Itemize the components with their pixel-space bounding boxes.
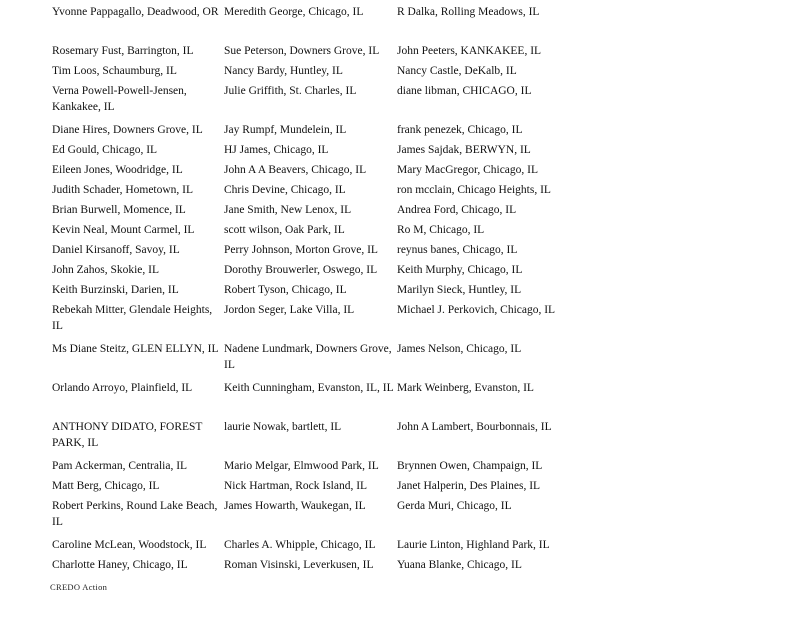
table-row — [50, 182, 570, 202]
table-row — [50, 282, 570, 302]
table-row — [50, 222, 570, 242]
signer-cell: Ms Diane Steitz, GLEN ELLYN, IL — [52, 343, 219, 355]
signer-cell: John A A Beavers, Chicago, IL — [224, 164, 367, 176]
signer-cell: Kevin Neal, Mount Carmel, IL — [52, 224, 195, 236]
signer-cell: Robert Perkins, Round Lake Beach, IL — [52, 500, 218, 528]
signer-cell: Chris Devine, Chicago, IL — [224, 184, 346, 196]
signer-cell: Tim Loos, Schaumburg, IL — [52, 65, 177, 77]
signer-cell: John Zahos, Skokie, IL — [52, 264, 160, 276]
table-row — [50, 458, 570, 478]
signer-cell: Janet Halperin, Des Plaines, IL — [397, 480, 541, 492]
signer-cell: Orlando Arroyo, Plainfield, IL — [52, 382, 193, 394]
footer-label: CREDO Action — [50, 582, 108, 592]
table-row — [50, 557, 570, 577]
signer-cell: Yvonne Pappagallo, Deadwood, OR — [52, 6, 219, 18]
signer-cell: Verna Powell-Powell-Jensen, Kankakee, IL — [52, 85, 187, 113]
table-row — [50, 83, 570, 122]
table-row — [50, 302, 570, 341]
signer-cell: Nadene Lundmark, Downers Grove, IL — [224, 343, 392, 371]
signer-cell: James Sajdak, BERWYN, IL — [397, 144, 531, 156]
signer-cell: Dorothy Brouwerler, Oswego, IL — [224, 264, 378, 276]
signer-cell: Roman Visinski, Leverkusen, IL — [224, 559, 374, 571]
signer-cell: Sue Peterson, Downers Grove, IL — [224, 45, 380, 57]
signer-cell: Rosemary Fust, Barrington, IL — [52, 45, 194, 57]
signer-cell: Matt Berg, Chicago, IL — [52, 480, 160, 492]
signer-cell: Robert Tyson, Chicago, IL — [224, 284, 347, 296]
table-row — [50, 537, 570, 557]
table-row — [50, 498, 570, 537]
signer-cell: Laurie Linton, Highland Park, IL — [397, 539, 550, 551]
signer-cell: Julie Griffith, St. Charles, IL — [224, 85, 357, 97]
signer-cell: Jordon Seger, Lake Villa, IL — [224, 304, 355, 316]
signer-cell: Pam Ackerman, Centralia, IL — [52, 460, 188, 472]
signer-cell: Meredith George, Chicago, IL — [224, 6, 364, 18]
signer-cell: Mark Weinberg, Evanston, IL — [397, 382, 534, 394]
signer-cell: Perry Johnson, Morton Grove, IL — [224, 244, 378, 256]
signer-cell: frank penezek, Chicago, IL — [397, 124, 523, 136]
signer-cell: Nancy Bardy, Huntley, IL — [224, 65, 343, 77]
signer-cell: Nick Hartman, Rock Island, IL — [224, 480, 368, 492]
signer-cell: Jane Smith, New Lenox, IL — [224, 204, 352, 216]
table-row — [50, 4, 570, 43]
signer-cell: James Howarth, Waukegan, IL — [224, 500, 366, 512]
signer-cell: Judith Schader, Hometown, IL — [52, 184, 194, 196]
signer-cell: Andrea Ford, Chicago, IL — [397, 204, 517, 216]
signer-cell: Caroline McLean, Woodstock, IL — [52, 539, 207, 551]
table-row — [50, 478, 570, 498]
table-row — [50, 262, 570, 282]
signer-cell: Rebekah Mitter, Glendale Heights, IL — [52, 304, 213, 332]
signer-cell: ron mcclain, Chicago Heights, IL — [397, 184, 551, 196]
signer-cell: Ro M, Chicago, IL — [397, 224, 485, 236]
table-row — [50, 43, 570, 63]
table-row — [50, 142, 570, 162]
table-row — [50, 341, 570, 380]
table-row — [50, 122, 570, 142]
signer-cell: Yuana Blanke, Chicago, IL — [397, 559, 522, 571]
signer-cell: diane libman, CHICAGO, IL — [397, 85, 532, 97]
signer-cell: R Dalka, Rolling Meadows, IL — [397, 6, 540, 18]
signer-cell: Keith Murphy, Chicago, IL — [397, 264, 523, 276]
table-row — [50, 202, 570, 222]
signer-cell: Diane Hires, Downers Grove, IL — [52, 124, 203, 136]
signer-cell: Keith Cunningham, Evanston, IL, IL — [224, 382, 394, 394]
signer-cell: Mary MacGregor, Chicago, IL — [397, 164, 539, 176]
signer-cell: reynus banes, Chicago, IL — [397, 244, 518, 256]
signer-cell: Keith Burzinski, Darien, IL — [52, 284, 179, 296]
signer-cell: Marilyn Sieck, Huntley, IL — [397, 284, 522, 296]
signer-cell: Gerda Muri, Chicago, IL — [397, 500, 512, 512]
table-row — [50, 63, 570, 83]
table-row — [50, 242, 570, 262]
signer-cell: James Nelson, Chicago, IL — [397, 343, 522, 355]
signers-table-body — [50, 4, 570, 577]
signer-cell: Charles A. Whipple, Chicago, IL — [224, 539, 376, 551]
signer-cell: Michael J. Perkovich, Chicago, IL — [397, 304, 556, 316]
table-row — [50, 419, 570, 458]
signer-cell: ANTHONY DIDATO, FOREST PARK, IL — [52, 421, 203, 449]
signer-cell: Jay Rumpf, Mundelein, IL — [224, 124, 347, 136]
signer-cell: Brian Burwell, Momence, IL — [52, 204, 186, 216]
signer-cell: Nancy Castle, DeKalb, IL — [397, 65, 517, 77]
table-row — [50, 380, 570, 419]
signer-cell: Daniel Kirsanoff, Savoy, IL — [52, 244, 180, 256]
signer-cell: Ed Gould, Chicago, IL — [52, 144, 158, 156]
signer-cell: laurie Nowak, bartlett, IL — [224, 421, 342, 433]
signer-cell: Mario Melgar, Elmwood Park, IL — [224, 460, 379, 472]
signers-table — [50, 4, 570, 577]
signer-cell: Charlotte Haney, Chicago, IL — [52, 559, 188, 571]
table-row — [50, 162, 570, 182]
signer-cell: HJ James, Chicago, IL — [224, 144, 329, 156]
signer-cell: John Peeters, KANKAKEE, IL — [397, 45, 542, 57]
signer-cell: Eileen Jones, Woodridge, IL — [52, 164, 183, 176]
signer-cell: Brynnen Owen, Champaign, IL — [397, 460, 543, 472]
signer-cell: John A Lambert, Bourbonnais, IL — [397, 421, 552, 433]
signer-cell: scott wilson, Oak Park, IL — [224, 224, 345, 236]
